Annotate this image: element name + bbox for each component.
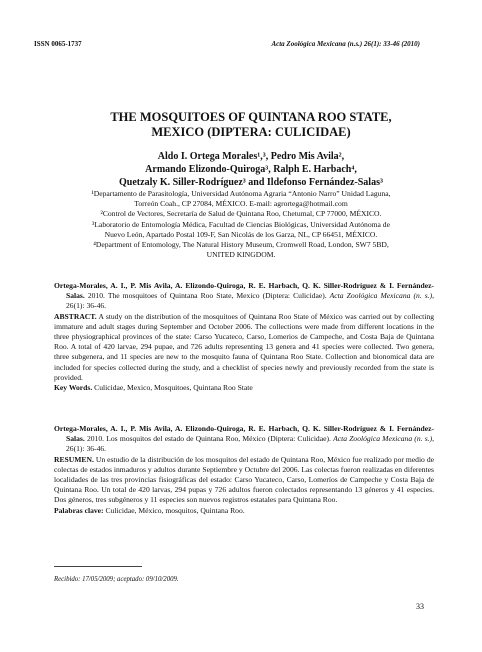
affiliation-3-line-2: Nuevo León, Apartado Postal 109-F, San Nicolás de los Garza, NL, CP 66451, MÉXICO. [104, 229, 378, 239]
spanish-keywords [54, 506, 434, 516]
spanish-resumen [54, 455, 434, 506]
english-citation-volume: 26(1): 36-46. [66, 301, 107, 311]
journal-header: Acta Zoológica Mexicana (n.s.) 26(1): 33-46 (2010) [271, 40, 420, 48]
spanish-abstract-block [54, 424, 434, 516]
english-abstract [54, 312, 434, 383]
affiliation-3-line-1: ³Laboratorio de Entomología Médica, Facultad de Ciencias Biológicas, Universidad Autónoma de [92, 219, 390, 229]
authors-line-3: Quetzaly K. Siller-Rodríguez³ and Ildefonso Fernández-Salas³ [119, 177, 383, 188]
keywords-text: Culicidae, Mexico, Mosquitoes, Quintana Roo State [92, 383, 253, 393]
palabras-clave-text: Culicidae, México, mosquitos, Quintana Roo. [103, 505, 245, 515]
english-citation-text: 2010. The mosquitoes of Quintana Roo State, Mexico (Diptera: Culicidae). [84, 291, 330, 301]
title-line-2: MEXICO (DIPTERA: CULICIDAE) [151, 125, 351, 139]
abstract-text: A study on the distribution of the mosquitoes of Quintana Roo State of México was carried out by collecting immature and adult stages during September and October 2006. The collections were made from different locations in the three physiographical provinces of the state: Carso Yucateco, Carso, Lomerios de Campeche, and Costa Baja de Quintana Roo. A total of 420 larvae, 294 pupae, and 726 adults representing 13 genera and 41 species were collected. Two genera, three subgenera, and 11 species are new to the mosquito fauna of Quintana Roo State. Collection and bionomical data are included for species collected during the study, and a checklist of species newly and previously recorded from the state is provided. [54, 311, 434, 382]
english-keywords [54, 383, 434, 393]
received-date: Recibido: 17/05/2009; aceptado: 09/10/2009. [54, 576, 179, 583]
english-abstract-block [54, 281, 434, 393]
spanish-citation [54, 424, 434, 455]
affiliation-1-line-2: Torreón Coah., CP 27084, MÉXICO. E-mail: agrortega@hotmail.com [134, 199, 348, 209]
spanish-citation-text: 2010. Los mosquitos del estado de Quintana Roo, México (Diptera: Culicidae). [84, 434, 334, 444]
page-number: 33 [416, 602, 424, 611]
english-citation-authors: Ortega-Morales, A. I., P. Mis Avila, A. Elizondo-Quiroga, R. E. Harbach, Q. K. Siller-Rodríguez & I. Fernández-Salas. [54, 281, 434, 301]
article-title [60, 110, 442, 140]
resumen-text: Un estudio de la distribución de los mosquitos del estado de Quintana Roo, México fue realizado por medio de colectas de estados inmaduros y adultos durante Septiembre y Octubre del 2006. Las colectas fueron realizadas en diferentes localidades de las tres provincias fisiográficas del estado: Carso Yucateco, Carso, Lomeríos de Campeche y Costa Baja de Quintana Roo. Un total de 420 larvas, 294 pupas y 726 adultos fueron colectados representando 13 géneros y 41 especies. Dos géneros, tres subgéneros y 11 especies son nuevos registros estatales para Quintana Roo. [54, 454, 434, 505]
authors-line-1: Aldo I. Ortega Morales¹,³, Pedro Mis Avila², [157, 151, 345, 162]
spanish-citation-authors: Ortega-Morales, A. I., P. Mis Avila, A. Elizondo-Quiroga, R. E. Harbach, Q. K. Siller-Rodríguez & I. Fernández-Salas. [54, 424, 434, 444]
footnote-divider [54, 566, 142, 567]
author-list [60, 150, 442, 189]
spanish-citation-volume: 26(1): 36-46. [66, 444, 107, 454]
abstract-label: ABSTRACT. [54, 311, 97, 321]
resumen-label: RESUMEN. [54, 454, 94, 464]
english-citation-journal: Acta Zoológica Mexicana (n. s.), [329, 291, 435, 301]
authors-line-2: Armando Elizondo-Quiroga³, Ralph E. Harbach⁴, [145, 164, 357, 175]
affiliation-4-line-2: UNITED KINGDOM. [206, 250, 276, 260]
keywords-label: Key Words. [54, 383, 93, 393]
affiliations [40, 189, 442, 260]
palabras-clave-label: Palabras clave: [54, 505, 104, 515]
english-citation [54, 281, 434, 312]
title-line-1: THE MOSQUITOES OF QUINTANA ROO STATE, [110, 110, 392, 124]
affiliation-1-line-1: ¹Departamento de Parasitología, Universidad Autónoma Agraria “Antonio Narro” Unidad Laguna, [91, 189, 391, 198]
issn-header: ISSN 0065-1737 [34, 40, 82, 48]
spanish-citation-journal: Acta Zoológica Mexicana (n. s.), [333, 434, 434, 444]
affiliation-4-line-1: ⁴Department of Entomology, The Natural History Museum, Cromwell Road, London, SW7 5BD, [93, 240, 389, 250]
affiliation-2: ²Control de Vectores, Secretaría de Salud de Quintana Roo, Chetumal, CP 77000, MÉXICO. [100, 209, 382, 219]
